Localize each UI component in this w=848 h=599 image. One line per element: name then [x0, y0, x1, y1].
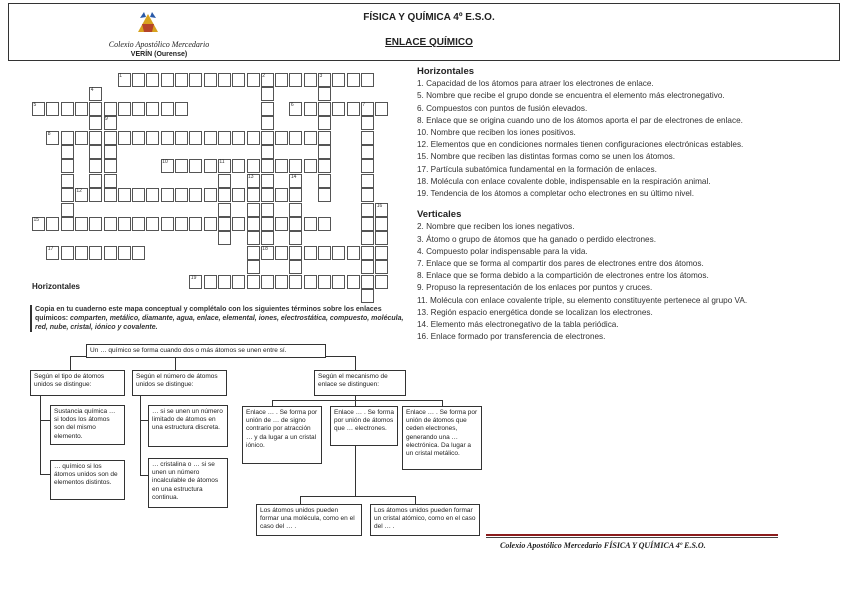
crossword-cell[interactable] — [247, 131, 260, 145]
connector-line — [272, 400, 442, 401]
crossword-cell[interactable] — [89, 102, 102, 116]
footer-rule — [486, 534, 778, 536]
crossword-cell[interactable] — [289, 188, 302, 202]
crossword-cell[interactable] — [232, 73, 245, 87]
crossword-cell[interactable] — [104, 145, 117, 159]
crossword-cell[interactable] — [275, 275, 288, 289]
crossword-cell[interactable] — [332, 102, 345, 116]
concept-metallic-bond: Enlace … . Se forma por unión de átomos que ceden electrones, generando una … electrónica. Da lugar a un cristal metálico. — [402, 406, 482, 470]
horizontal-clue: 6. Compuestos con puntos de fusión elevados. — [417, 103, 588, 113]
crossword-cell[interactable] — [161, 131, 174, 145]
crossword-number: 1 — [119, 73, 123, 79]
crossword-cell[interactable] — [261, 203, 274, 217]
concept-covalent-crystal: Los átomos unidos pueden formar un cristal atómico, como en el caso del … . — [370, 504, 480, 536]
concept-ionic-bond: Enlace … . Se forma por unión de … de signo contrario por atracción … y da lugar a un cristal iónico. — [242, 406, 322, 464]
crossword-cell[interactable] — [189, 131, 202, 145]
crossword-cell[interactable] — [75, 102, 88, 116]
crossword-cell[interactable] — [132, 73, 145, 87]
crossword-cell[interactable] — [289, 275, 302, 289]
crossword-cell[interactable] — [361, 73, 374, 87]
crossword-cell[interactable] — [189, 188, 202, 202]
crossword-number: 6 — [290, 101, 294, 108]
crossword-cell[interactable] — [175, 217, 188, 231]
connector-line — [140, 475, 148, 476]
horizontal-clue: 15. Nombre que reciben las distintas formas como se unen los átomos. — [417, 152, 676, 162]
concept-by-mechanism: Según el mecanismo de enlace se distinguen: — [314, 370, 406, 396]
horizontal-clue: 8. Enlace que se origina cuando uno de los átomos aporta el par de electrones de enlace. — [417, 115, 743, 125]
crossword-cell[interactable] — [75, 217, 88, 231]
crossword-cell[interactable] — [132, 131, 145, 145]
page-subtitle: ENLACE QUÍMICO — [385, 37, 473, 48]
connector-line — [355, 446, 356, 496]
concept-by-type: Según el tipo de átomos unidos se distingue: — [30, 370, 125, 396]
crossword-cell[interactable] — [218, 73, 231, 87]
crossword-cell[interactable] — [275, 188, 288, 202]
crossword-cell[interactable] — [304, 102, 317, 116]
crossword-cell[interactable] — [361, 188, 374, 202]
horizontal-clue: 1. Capacidad de los átomos para atraer los electrones de enlace. — [417, 79, 654, 89]
crossword-cell[interactable] — [289, 260, 302, 274]
crossword-number: 12 — [76, 188, 82, 195]
school-town: VERÍN (Ourense) — [130, 51, 188, 58]
crossword-cell[interactable] — [247, 231, 260, 245]
crossword-cell[interactable] — [218, 275, 231, 289]
school-crest-icon — [134, 10, 162, 36]
crossword-cell[interactable] — [275, 73, 288, 87]
crossword-cell[interactable] — [361, 246, 374, 260]
crossword-cell[interactable] — [232, 275, 245, 289]
crossword-cell[interactable] — [161, 217, 174, 231]
vertical-clue: 4. Compuesto polar indispensable para la vida. — [417, 246, 588, 256]
crossword-cell[interactable] — [89, 217, 102, 231]
horizontal-clue: 19. Tendencia de los átomos a completar ocho electrones en su último nivel. — [417, 189, 695, 199]
page-title: FÍSICA Y QUÍMICA 4º E.S.O. — [363, 12, 495, 23]
crossword-cell[interactable] — [261, 159, 274, 173]
connector-line — [355, 356, 356, 370]
crossword-cell[interactable] — [146, 131, 159, 145]
connector-line — [415, 496, 416, 504]
crossword-number: 19 — [190, 274, 197, 281]
school-name: Colexio Apostólico Mercedario — [108, 40, 210, 49]
crossword-cell[interactable] — [189, 73, 202, 87]
crossword-cell[interactable] — [89, 246, 102, 260]
crossword-cell[interactable] — [304, 217, 317, 231]
connector-line — [40, 396, 41, 474]
crossword-cell[interactable] — [132, 217, 145, 231]
vertical-clue: 3. Átomo o grupo de átomos que ha ganado o perdido electrones. — [417, 234, 656, 244]
crossword-cell[interactable] — [304, 246, 317, 260]
crossword-cell[interactable] — [318, 188, 331, 202]
concept-pure-substance: Sustancia química … si todos los átomos son del mismo elemento. — [50, 405, 125, 445]
crossword-cell[interactable] — [318, 145, 331, 159]
crossword-cell[interactable] — [361, 231, 374, 245]
crossword-number: 13 — [248, 173, 254, 180]
crossword-cell[interactable] — [361, 145, 374, 159]
crossword-cell[interactable] — [218, 174, 231, 188]
crossword-cell[interactable] — [146, 217, 159, 231]
crossword-cell[interactable] — [104, 217, 117, 231]
crossword-cell[interactable] — [104, 131, 117, 145]
crossword-cell[interactable] — [218, 203, 231, 217]
vertical-clue: 16. Enlace formado por transferencia de electrones. — [417, 332, 606, 342]
crossword-cell[interactable] — [375, 217, 388, 231]
crossword-number: 7 — [362, 101, 366, 108]
crossword-cell[interactable] — [104, 159, 117, 173]
crossword-cell[interactable] — [218, 188, 231, 202]
vertical-clue: 9. Propuso la representación de los enlaces por puntos y cruces. — [417, 283, 653, 293]
crossword-cell[interactable] — [189, 159, 202, 173]
crossword-cell[interactable] — [375, 246, 388, 260]
crossword-cell[interactable] — [118, 131, 131, 145]
crossword-cell[interactable] — [89, 131, 102, 145]
crossword-cell[interactable] — [275, 217, 288, 231]
crossword-cell[interactable] — [318, 131, 331, 145]
crossword-cell[interactable] — [204, 73, 217, 87]
crossword-cell[interactable] — [218, 217, 231, 231]
crossword-cell[interactable] — [261, 174, 274, 188]
vertical-clue: 11. Molécula con enlace covalente triple, su elemento constituyente pertenece al grupo VA. — [417, 295, 748, 305]
crossword-cell[interactable] — [104, 188, 117, 202]
crossword-cell[interactable] — [261, 231, 274, 245]
concept-compound: … químico si los átomos unidos son de elementos distintos. — [50, 460, 125, 500]
connector-line — [355, 396, 356, 406]
crossword-cell[interactable] — [247, 73, 260, 87]
footer-rule — [486, 537, 778, 538]
crossword-cell[interactable] — [332, 275, 345, 289]
crossword-cell[interactable] — [332, 73, 345, 87]
connector-line — [140, 396, 141, 476]
crossword-cell[interactable] — [89, 116, 102, 130]
concept-crystal: … cristalina o … si se unen un número incalculable de átomos en una estructura continua. — [148, 458, 228, 508]
crossword-cell[interactable] — [204, 217, 217, 231]
crossword-cell[interactable] — [175, 131, 188, 145]
crossword-cell[interactable] — [289, 217, 302, 231]
crossword-number: 10 — [162, 159, 168, 166]
crossword-cell[interactable] — [289, 203, 302, 217]
crossword-cell[interactable] — [261, 217, 274, 231]
crossword-cell[interactable] — [61, 131, 74, 145]
crossword-cell[interactable] — [204, 188, 217, 202]
crossword-cell[interactable] — [261, 87, 274, 101]
crossword-cell[interactable] — [61, 203, 74, 217]
horizontal-clue: 18. Molécula con enlace covalente doble, indispensable en la respiración animal. — [417, 176, 711, 186]
crossword-cell[interactable] — [361, 131, 374, 145]
crossword-cell[interactable] — [318, 174, 331, 188]
crossword-cell[interactable] — [175, 188, 188, 202]
crossword-cell[interactable] — [118, 217, 131, 231]
crossword-cell[interactable] — [247, 275, 260, 289]
crossword-cell[interactable] — [347, 102, 360, 116]
instructions-intro: Copia en tu cuaderno este mapa conceptual y complétalo con los siguientes términos sobre los enlaces químicos: — [35, 306, 382, 322]
crossword-cell[interactable] — [232, 131, 245, 145]
crossword-cell[interactable] — [146, 73, 159, 87]
crossword-cell[interactable] — [318, 275, 331, 289]
crossword-cell[interactable] — [361, 217, 374, 231]
crossword-cell[interactable] — [218, 231, 231, 245]
crossword-number: 8 — [47, 130, 51, 137]
crossword-cell[interactable] — [361, 174, 374, 188]
crossword-cell[interactable] — [232, 159, 245, 173]
crossword-number: 14 — [290, 173, 297, 180]
vertical-clue: 13. Región espacio energética donde se localizan los electrones. — [417, 307, 653, 317]
crossword-cell[interactable] — [204, 131, 217, 145]
crossword-cell[interactable] — [104, 102, 117, 116]
crossword-number: 9 — [105, 116, 108, 123]
crossword-cell[interactable] — [232, 217, 245, 231]
crossword-cell[interactable] — [361, 159, 374, 173]
crossword-cell[interactable] — [61, 145, 74, 159]
crossword-cell[interactable] — [332, 246, 345, 260]
crossword-number: 3 — [319, 73, 323, 79]
crossword-cell[interactable] — [89, 145, 102, 159]
crossword-cell[interactable] — [247, 203, 260, 217]
crossword-cell[interactable] — [247, 217, 260, 231]
crossword-cell[interactable] — [375, 231, 388, 245]
crossword-cell[interactable] — [118, 102, 131, 116]
page-footer: Colexio Apostólico Mercedario FÍSICA Y QUÍMICA 4º E.S.O. — [500, 541, 706, 550]
vertical-clues-title: Verticales — [417, 209, 462, 221]
concept-map-instructions — [30, 305, 410, 332]
vertical-clue: 7. Enlace que se forma al compartir dos pares de electrones entre dos átomos. — [417, 259, 704, 269]
crossword-cell[interactable] — [175, 73, 188, 87]
horizontal-clue: 5. Nombre que recibe el grupo donde se encuentra el elemento más electronegativo. — [417, 91, 725, 101]
crossword-cell[interactable] — [275, 131, 288, 145]
concept-root: Un … químico se forma cuando dos o más átomos se unen entre sí. — [86, 344, 326, 358]
crossword-cell[interactable] — [161, 73, 174, 87]
horizontal-clue: 10. Nombre que reciben los iones positivos. — [417, 128, 576, 138]
crossword-cell[interactable] — [347, 73, 360, 87]
crossword-cell[interactable] — [318, 246, 331, 260]
crossword-cell[interactable] — [375, 275, 388, 289]
concept-molecule: … si se unen un número limitado de átomos en una estructura discreta. — [148, 405, 228, 447]
crossword-cell[interactable] — [247, 159, 260, 173]
crossword-cell[interactable] — [318, 87, 331, 101]
crossword-cell[interactable] — [289, 246, 302, 260]
crossword-cell[interactable] — [375, 102, 388, 116]
crossword-cell[interactable] — [132, 246, 145, 260]
crossword-label: Horizontales — [32, 282, 81, 291]
page-header — [8, 3, 840, 61]
horizontal-clues-title: Horizontales — [417, 66, 475, 77]
connector-line — [140, 420, 148, 421]
crossword-cell[interactable] — [261, 102, 274, 116]
crossword-number: 11 — [219, 159, 225, 166]
connector-line — [70, 356, 71, 370]
crossword-cell[interactable] — [347, 246, 360, 260]
crossword-cell[interactable] — [104, 174, 117, 188]
crossword-cell[interactable] — [304, 73, 317, 87]
crossword-cell[interactable] — [89, 159, 102, 173]
crossword-cell[interactable] — [61, 246, 74, 260]
crossword-number: 4 — [90, 87, 94, 94]
crossword-cell[interactable] — [375, 260, 388, 274]
crossword-cell[interactable] — [118, 188, 131, 202]
crossword-cell[interactable] — [104, 246, 117, 260]
crossword-cell[interactable] — [146, 102, 159, 116]
crossword-cell[interactable] — [361, 289, 374, 303]
crossword-cell[interactable] — [189, 217, 202, 231]
crossword-cell[interactable] — [89, 174, 102, 188]
crossword-cell[interactable] — [289, 231, 302, 245]
concept-covalent-molecule: Los átomos unidos pueden formar una molécula, como en el caso del … . — [256, 504, 362, 536]
crossword-cell[interactable] — [275, 159, 288, 173]
crossword-cell[interactable] — [46, 102, 59, 116]
crossword-cell[interactable] — [161, 102, 174, 116]
crossword-cell[interactable] — [161, 188, 174, 202]
crossword-cell[interactable] — [61, 188, 74, 202]
crossword-cell[interactable] — [75, 246, 88, 260]
instructions-terms: comparten, metálico, diamante, agua, enlace, elemental, iones, electrostática, compuesto, molécula, red, nube, cristal, iónico y covalente. — [35, 315, 404, 331]
clues-panel — [417, 66, 842, 343]
crossword-number: 5 — [33, 101, 37, 108]
vertical-clue: 2. Nombre que reciben los iones negativos. — [417, 222, 575, 232]
crossword-cell[interactable] — [304, 159, 317, 173]
crossword-cell[interactable] — [146, 188, 159, 202]
crossword-cell[interactable] — [118, 246, 131, 260]
crossword-cell[interactable] — [275, 246, 288, 260]
crossword-cell[interactable] — [318, 217, 331, 231]
horizontal-clue: 12. Elementos que en condiciones normales tienen configuraciones electrónicas estables. — [417, 140, 744, 150]
connector-line — [40, 474, 50, 475]
crossword-cell[interactable] — [247, 260, 260, 274]
crossword-number: 16 — [376, 202, 383, 209]
crossword-cell[interactable] — [175, 159, 188, 173]
crossword-number: 15 — [33, 217, 40, 223]
crossword-cell[interactable] — [247, 246, 260, 260]
crossword-cell[interactable] — [318, 116, 331, 130]
crossword-cell[interactable] — [89, 188, 102, 202]
crossword-cell[interactable] — [204, 275, 217, 289]
crossword-cell[interactable] — [61, 159, 74, 173]
crossword-cell[interactable] — [289, 131, 302, 145]
crossword-cell[interactable] — [232, 188, 245, 202]
crossword-cell[interactable] — [61, 174, 74, 188]
crossword-cell[interactable] — [304, 131, 317, 145]
crossword-cell[interactable] — [132, 188, 145, 202]
crossword-cell[interactable] — [289, 159, 302, 173]
crossword-cell[interactable] — [304, 275, 317, 289]
crossword-cell[interactable] — [347, 275, 360, 289]
vertical-clue: 14. Elemento más electronegativo de la tabla periódica. — [417, 320, 619, 330]
crossword-cell[interactable] — [361, 275, 374, 289]
crossword-cell[interactable] — [361, 260, 374, 274]
crossword-number: 2 — [262, 73, 266, 79]
connector-line — [40, 420, 50, 421]
horizontal-clue: 17. Partícula subatómica fundamental en la formación de enlaces. — [417, 164, 657, 174]
crossword-cell[interactable] — [261, 145, 274, 159]
crossword-cell[interactable] — [61, 217, 74, 231]
crossword-cell[interactable] — [204, 159, 217, 173]
crossword-cell[interactable] — [261, 131, 274, 145]
vertical-clue: 8. Enlace que se forma debido a la compartición de electrones entre los átomos. — [417, 271, 709, 281]
crossword-cell[interactable] — [75, 131, 88, 145]
crossword-cell[interactable] — [361, 203, 374, 217]
connector-line — [175, 356, 176, 370]
concept-by-number: Según el número de átomos unidos se distingue: — [132, 370, 227, 396]
crossword-cell[interactable] — [61, 102, 74, 116]
crossword-cell[interactable] — [318, 102, 331, 116]
crossword-cell[interactable] — [132, 102, 145, 116]
connector-line — [300, 496, 301, 504]
crossword-cell[interactable] — [218, 131, 231, 145]
crossword-cell[interactable] — [261, 275, 274, 289]
crossword-cell[interactable] — [261, 188, 274, 202]
crossword-number: 17 — [47, 245, 54, 252]
concept-covalent-bond: Enlace … . Se forma por unión de átomos que … electrones. — [330, 406, 398, 446]
crossword-cell[interactable] — [247, 188, 260, 202]
crossword-cell[interactable] — [46, 217, 59, 231]
crossword-cell[interactable] — [261, 116, 274, 130]
crossword-cell[interactable] — [361, 116, 374, 130]
connector-line — [300, 496, 415, 497]
crossword-cell[interactable] — [289, 73, 302, 87]
crossword-cell[interactable] — [318, 159, 331, 173]
crossword-number: 18 — [262, 245, 268, 252]
crossword-cell[interactable] — [175, 102, 188, 116]
